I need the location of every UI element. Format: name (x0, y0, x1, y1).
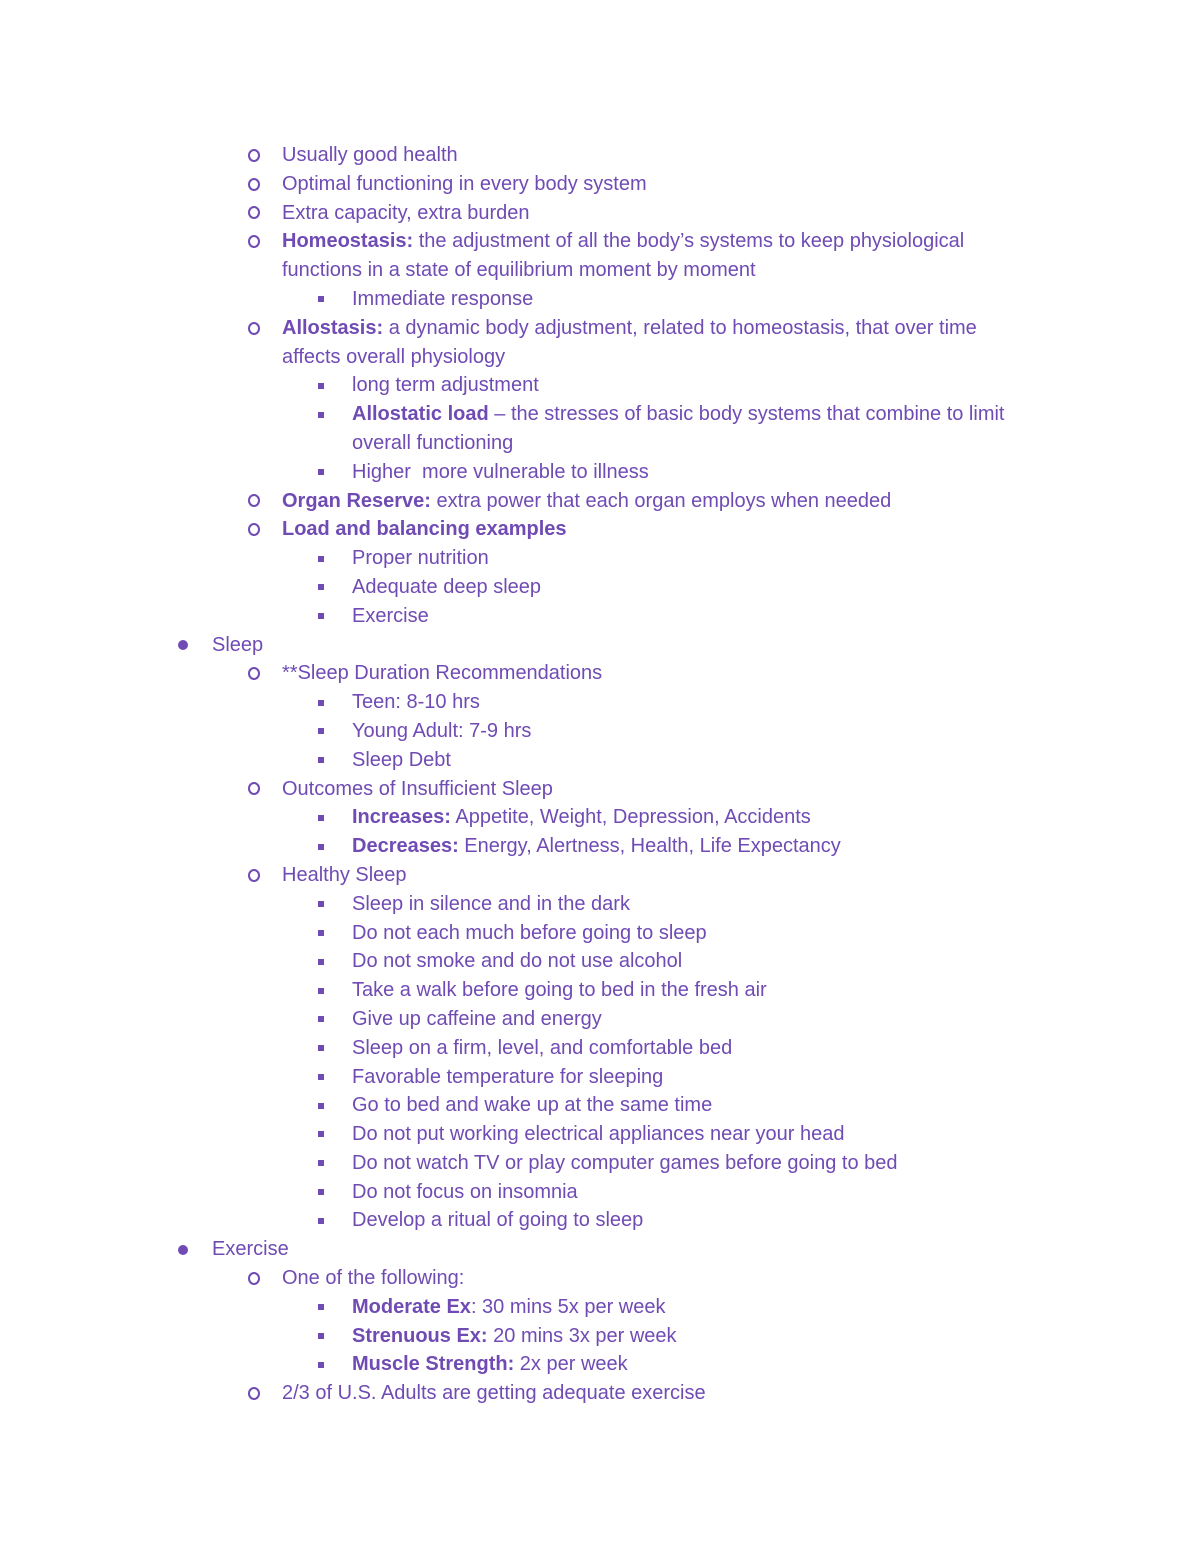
outline-text (352, 1034, 732, 1063)
outline-line (0, 1350, 1200, 1379)
bold-term: Homeostasis: (282, 230, 414, 253)
square-bullet-icon (318, 573, 324, 602)
square-bullet-icon (318, 371, 324, 400)
line-text: **Sleep Duration Recommendations (282, 662, 603, 685)
square-bullet-icon (318, 1005, 324, 1034)
outline-text (282, 487, 891, 516)
outline-line (0, 803, 1200, 832)
outline-text (352, 1005, 602, 1034)
outline-text (352, 746, 451, 775)
outline-text (352, 1120, 845, 1149)
line-text: Teen: 8-10 hrs (352, 691, 480, 714)
outline-text (282, 1264, 464, 1293)
outline-line (0, 256, 1200, 285)
outline-text (282, 659, 602, 688)
outline-line (0, 573, 1200, 602)
hollow-circle-bullet-icon (248, 199, 260, 228)
outline-line (0, 371, 1200, 400)
line-text: Proper nutrition (352, 547, 489, 570)
square-bullet-icon (318, 400, 324, 429)
line-text: overall functioning (352, 431, 514, 454)
outline-line (0, 1235, 1200, 1264)
outline-text (352, 890, 630, 919)
line-text: Sleep on a firm, level, and comfortable bed (352, 1036, 733, 1059)
bold-term: Organ Reserve: (282, 489, 431, 512)
line-text: Favorable temperature for sleeping (352, 1065, 664, 1088)
outline-text (282, 515, 567, 544)
outline-line (0, 832, 1200, 861)
line-text: Immediate response (352, 287, 534, 310)
line-text: Sleep in silence and in the dark (352, 892, 630, 915)
hollow-circle-bullet-icon (248, 227, 260, 256)
outline-text (352, 573, 541, 602)
outline-text (352, 371, 539, 400)
outline-line (0, 717, 1200, 746)
outline-line (0, 515, 1200, 544)
outline-text (352, 1063, 663, 1092)
bold-term: Decreases: (352, 835, 459, 858)
outline-line (0, 659, 1200, 688)
square-bullet-icon (318, 803, 324, 832)
outline-text (282, 1379, 706, 1408)
outline-line (0, 170, 1200, 199)
outline-line (0, 1034, 1200, 1063)
line-text: 2/3 of U.S. Adults are getting adequate exercise (282, 1382, 706, 1405)
hollow-circle-bullet-icon (248, 314, 260, 343)
square-bullet-icon (318, 1206, 324, 1235)
outline-text (352, 400, 1004, 429)
square-bullet-icon (318, 1091, 324, 1120)
bold-term: Increases: (352, 806, 451, 829)
line-text: – the stresses of basic body systems that combine to limit (488, 403, 1005, 426)
square-bullet-icon (318, 1120, 324, 1149)
line-text: Do not each much before going to sleep (352, 921, 707, 944)
line-text: : 30 mins 5x per week (470, 1295, 666, 1318)
square-bullet-icon (318, 1149, 324, 1178)
line-text: the adjustment of all the body’s systems to keep physiological (413, 230, 965, 253)
outline-text (352, 976, 767, 1005)
outline-line (0, 314, 1200, 343)
outline-text (282, 199, 530, 228)
square-bullet-icon (318, 1350, 324, 1379)
outline-line (0, 976, 1200, 1005)
outline-line (0, 746, 1200, 775)
line-text: functions in a state of equilibrium moment by moment (282, 259, 756, 282)
square-bullet-icon (318, 1034, 324, 1063)
outline-text (352, 717, 531, 746)
line-text: Exercise (352, 604, 429, 627)
hollow-circle-bullet-icon (248, 659, 260, 688)
line-text: Healthy Sleep (282, 863, 407, 886)
outline-text (282, 141, 458, 170)
square-bullet-icon (318, 947, 324, 976)
hollow-circle-bullet-icon (248, 515, 260, 544)
outline-text (282, 343, 505, 372)
line-text: Higher more vulnerable to illness (352, 460, 649, 483)
outline-text (352, 544, 489, 573)
outline-text (282, 861, 407, 890)
outline-line (0, 199, 1200, 228)
outline-text (352, 832, 841, 861)
square-bullet-icon (318, 890, 324, 919)
outline-line (0, 688, 1200, 717)
line-text: Adequate deep sleep (352, 575, 542, 598)
hollow-circle-bullet-icon (248, 170, 260, 199)
square-bullet-icon (318, 458, 324, 487)
outline-line (0, 1293, 1200, 1322)
outline-line (0, 544, 1200, 573)
outline-text (212, 1235, 289, 1264)
outline-text (352, 458, 649, 487)
filled-circle-bullet-icon (178, 631, 188, 660)
square-bullet-icon (318, 717, 324, 746)
line-text: Usually good health (282, 144, 458, 166)
outline-text (352, 1322, 677, 1351)
outline-line (0, 775, 1200, 804)
bold-term: Load and balancing examples (282, 518, 567, 541)
outline-line (0, 1178, 1200, 1207)
outline-line (0, 1005, 1200, 1034)
square-bullet-icon (318, 1293, 324, 1322)
hollow-circle-bullet-icon (248, 1264, 260, 1293)
hollow-circle-bullet-icon (248, 1379, 260, 1408)
square-bullet-icon (318, 544, 324, 573)
outline-line (0, 1206, 1200, 1235)
line-text: Young Adult: 7-9 hrs (352, 719, 532, 742)
line-text: Outcomes of Insufficient Sleep (282, 777, 553, 800)
square-bullet-icon (318, 1178, 324, 1207)
outline-text (352, 1149, 898, 1178)
outline-text (282, 170, 647, 199)
outline-text (352, 1206, 643, 1235)
line-text: Develop a ritual of going to sleep (352, 1209, 644, 1232)
outline-line (0, 1379, 1200, 1408)
line-text: Do not focus on insomnia (352, 1180, 578, 1203)
line-text: Give up caffeine and energy (352, 1007, 602, 1030)
bold-term: Allostatic load (352, 403, 489, 426)
filled-circle-bullet-icon (178, 1235, 188, 1264)
outline-line (0, 285, 1200, 314)
line-text: Energy, Alertness, Health, Life Expectancy (458, 835, 841, 858)
line-text: Sleep (212, 633, 264, 656)
bold-term: Strenuous Ex: (352, 1324, 488, 1347)
line-text: extra power that each organ employs when needed (430, 489, 892, 512)
outline-text (352, 688, 480, 717)
outline-text (352, 919, 707, 948)
square-bullet-icon (318, 746, 324, 775)
outline-line (0, 631, 1200, 660)
bold-term: Moderate Ex (352, 1295, 471, 1318)
document-page (0, 141, 1200, 1408)
outline-text (282, 256, 756, 285)
line-text: Exercise (212, 1238, 289, 1261)
square-bullet-icon (318, 285, 324, 314)
outline-text (352, 1178, 578, 1207)
square-bullet-icon (318, 1063, 324, 1092)
line-text: Do not watch TV or play computer games before going to bed (352, 1151, 898, 1174)
outline-line (0, 1264, 1200, 1293)
outline-line (0, 400, 1200, 429)
outline-line (0, 1120, 1200, 1149)
outline-line (0, 487, 1200, 516)
square-bullet-icon (318, 919, 324, 948)
line-text: affects overall physiology (282, 345, 506, 368)
outline-line (0, 1063, 1200, 1092)
outline-line (0, 947, 1200, 976)
hollow-circle-bullet-icon (248, 487, 260, 516)
line-text: Extra capacity, extra burden (282, 201, 530, 224)
outline-line (0, 1149, 1200, 1178)
outline-line (0, 458, 1200, 487)
line-text: Do not smoke and do not use alcohol (352, 950, 683, 973)
outline-text (282, 314, 977, 343)
outline-text (352, 1091, 712, 1120)
line-text: Appetite, Weight, Depression, Accidents (450, 806, 811, 829)
outline-line (0, 919, 1200, 948)
outline-line (0, 602, 1200, 631)
hollow-circle-bullet-icon (248, 861, 260, 890)
outline-text (352, 1350, 628, 1379)
line-text: Take a walk before going to bed in the fresh air (352, 979, 767, 1002)
line-text: One of the following: (282, 1267, 465, 1290)
outline-text (352, 803, 811, 832)
outline-line (0, 141, 1200, 170)
bold-term: Muscle Strength: (352, 1353, 515, 1376)
outline-line (0, 890, 1200, 919)
outline-text (352, 429, 513, 458)
square-bullet-icon (318, 1322, 324, 1351)
line-text: 20 mins 3x per week (487, 1324, 677, 1347)
line-text: a dynamic body adjustment, related to homeostasis, that over time (383, 316, 977, 339)
outline-line (0, 1091, 1200, 1120)
square-bullet-icon (318, 602, 324, 631)
line-text: 2x per week (514, 1353, 628, 1376)
outline-text (352, 285, 533, 314)
outline-text (352, 602, 429, 631)
line-text: Go to bed and wake up at the same time (352, 1094, 713, 1117)
line-text: Do not put working electrical appliances near your head (352, 1123, 845, 1146)
outline-line (0, 227, 1200, 256)
outline-text (212, 631, 263, 660)
outline-line (0, 429, 1200, 458)
line-text: long term adjustment (352, 374, 539, 397)
outline-text (352, 1293, 665, 1322)
outline-text (282, 227, 964, 256)
square-bullet-icon (318, 976, 324, 1005)
bold-term: Allostasis: (282, 316, 384, 339)
outline-line (0, 343, 1200, 372)
hollow-circle-bullet-icon (248, 141, 260, 170)
line-text: Sleep Debt (352, 748, 451, 771)
outline-text (352, 947, 682, 976)
outline-line (0, 861, 1200, 890)
outline-line (0, 1322, 1200, 1351)
line-text: Optimal functioning in every body system (282, 172, 647, 195)
square-bullet-icon (318, 688, 324, 717)
hollow-circle-bullet-icon (248, 775, 260, 804)
outline-text (282, 775, 553, 804)
square-bullet-icon (318, 832, 324, 861)
